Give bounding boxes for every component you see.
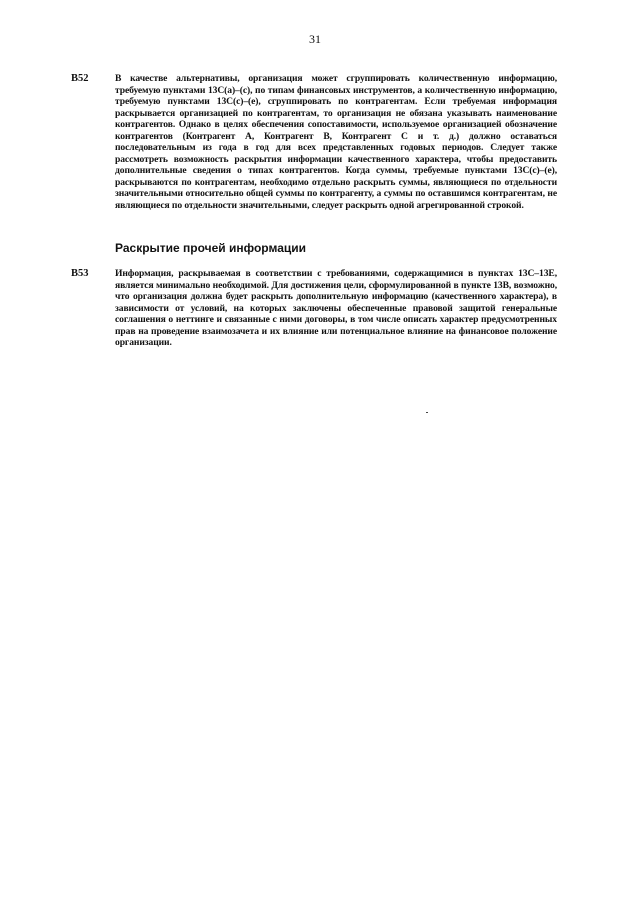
paragraph-text-b53: Информация, раскрываемая в соответствии с требованиями, содержащимися в пунктах 13C–13E, является минимально необходимой. Для достижения цели, сформулированной в пункте 13B, возможно, что организация должна будет раскрыть дополнительную информацию (качественного характера), в зависимости от условий, на которых заключены обеспеченные правовой защитой генеральные соглашения о неттинге и связанные с ними договоры, в том числе описать характер предусмотренных прав на проведение взаимозачета и их влияние или потенциальное влияние на финансовое положение организации. (115, 268, 557, 349)
scan-speck (426, 412, 428, 413)
paragraph-number-b52: B52 (71, 73, 89, 84)
section-heading: Раскрытие прочей информации (115, 241, 306, 255)
paragraph-number-b53: B53 (71, 268, 89, 279)
paragraph-text-b52: В качестве альтернативы, организация может сгруппировать количественную информацию, требуемую пунктами 13C(a)–(c), по типам финансовых инструментов, а количественную информацию, требуемую пунктами 13C(c)–(e), сгруппировать по контрагентам. Если требуемая информация раскрывается организацией по контрагентам, то организация не обязана указывать наименование контрагентов. Однако в целях обеспечения сопоставимости, используемое организацией обозначение контрагентов (Контрагент А, Контрагент В, Контрагент С и т. д.) должно оставаться последовательным из года в год для всех представленных годовых периодов. Следует также рассмотреть возможность раскрытия информации качественного характера, чтобы предоставить дополнительные сведения о типах контрагентов. Когда суммы, требуемые пунктами 13C(c)–(e), раскрываются по контрагентам, необходимо отдельно раскрыть суммы, являющиеся по отдельности значительными относительно общей суммы по контрагенту, а суммы по оставшимся контрагентам, не являющиеся по отдельности значительными, следует раскрыть одной агрегированной строкой. (115, 73, 557, 212)
page-number: 31 (309, 32, 321, 46)
